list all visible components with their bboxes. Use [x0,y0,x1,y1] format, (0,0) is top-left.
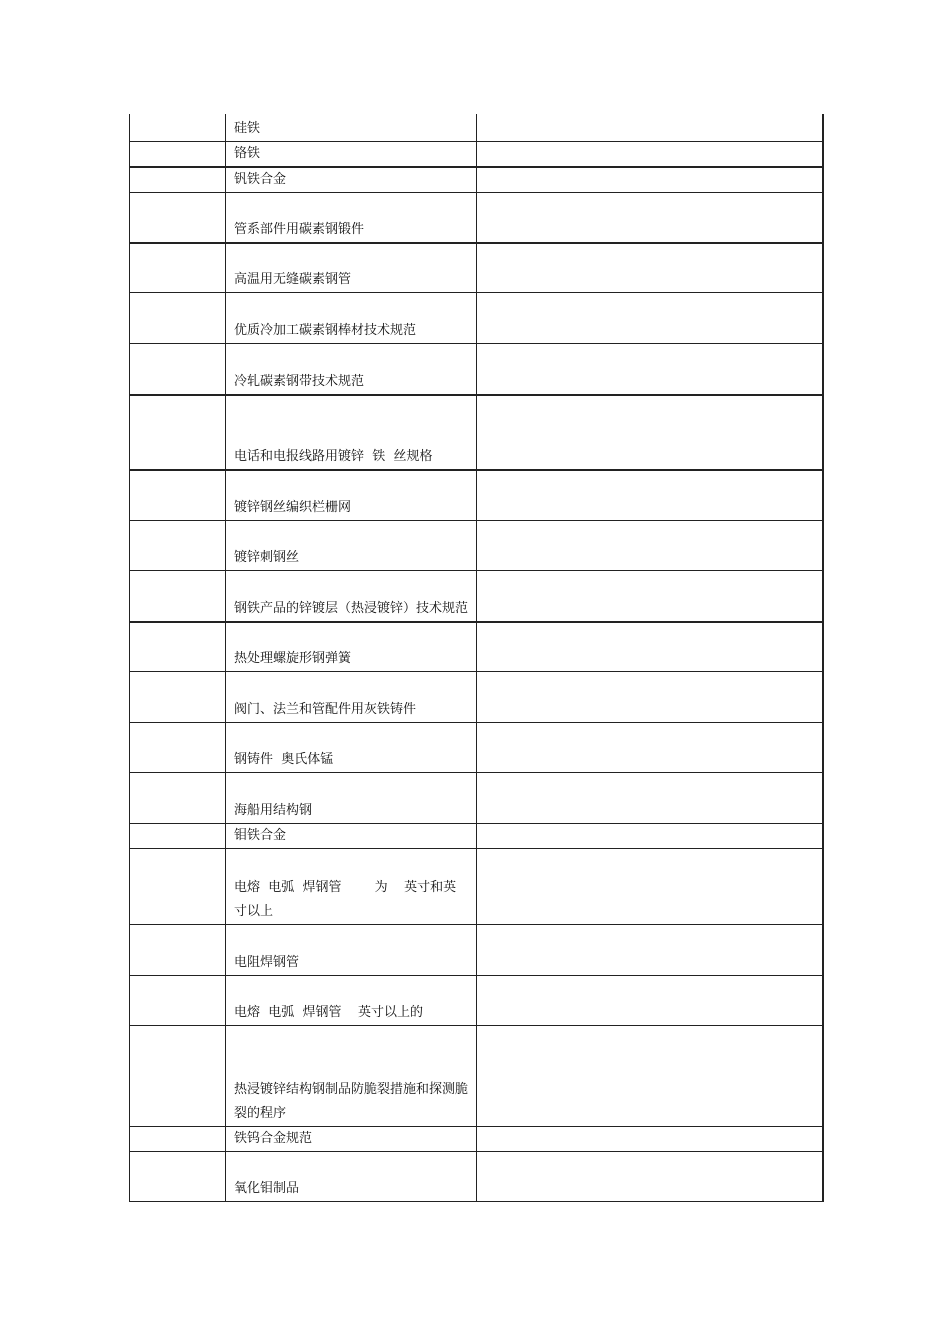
remarks-cell [477,244,822,292]
code-cell [130,293,226,343]
name-cell [226,849,477,924]
code-cell [130,396,226,469]
remarks-cell [477,723,822,772]
table-row [130,848,822,924]
standard-name: 镀锌钢丝编织栏栅网 [234,500,352,515]
table-row [130,1126,822,1151]
standard-name: 钢铁产品的锌镀层（热浸镀锌）技术规范 [234,601,469,616]
code-cell [130,1026,226,1126]
name-cell [226,672,477,722]
standard-name: 冷轧碳素钢带技术规范 [234,374,365,389]
remarks-cell [477,672,822,722]
code-cell [130,925,226,975]
code-cell [130,623,226,671]
standard-name: 硅铁 [234,121,261,136]
name-cell [226,471,477,520]
code-cell [130,1127,226,1151]
standard-name: 电阻焊钢管 [234,955,300,970]
remarks-cell [477,571,822,621]
table-row [130,166,822,192]
standard-name: 热浸镀锌结构钢制品防脆裂措施和探测脆裂的程序 [234,1082,469,1121]
table-row [130,242,822,292]
table-row [130,924,822,975]
name-cell [226,193,477,242]
name-cell [226,723,477,772]
table-row [130,520,822,570]
remarks-cell [477,471,822,520]
name-cell [226,1026,477,1126]
standard-name: 阀门、法兰和管配件用灰铁铸件 [234,702,417,717]
name-cell [226,773,477,823]
code-cell [130,723,226,772]
remarks-cell [477,925,822,975]
table-row [130,671,822,722]
remarks-cell [477,1026,822,1126]
remarks-cell [477,396,822,469]
remarks-cell [477,1127,822,1151]
standard-name: 电熔 电弧 焊钢管 为 英寸和英寸以上 [234,880,457,919]
standard-name: 钼铁合金 [234,828,287,843]
standards-table [129,114,824,1202]
standard-name: 钒铁合金 [234,172,287,187]
code-cell [130,773,226,823]
name-cell [226,1152,477,1201]
code-cell [130,976,226,1025]
table-row [130,1151,822,1201]
code-cell [130,244,226,292]
code-cell [130,114,226,141]
standard-name: 优质冷加工碳素钢棒材技术规范 [234,323,417,338]
name-cell [226,168,477,192]
code-cell [130,824,226,848]
table-row [130,823,822,848]
remarks-cell [477,849,822,924]
remarks-cell [477,344,822,394]
standard-name: 氧化钼制品 [234,1181,300,1196]
remarks-cell [477,623,822,671]
code-cell [130,672,226,722]
standard-name: 电熔 电弧 焊钢管 英寸以上的 [234,1005,424,1020]
code-cell [130,193,226,242]
table-row [130,570,822,621]
code-cell [130,521,226,570]
name-cell [226,114,477,141]
remarks-cell [477,521,822,570]
code-cell [130,1152,226,1201]
code-cell [130,471,226,520]
table-row [130,722,822,772]
name-cell [226,925,477,975]
standard-name: 热处理螺旋形钢弹簧 [234,651,352,666]
name-cell [226,623,477,671]
code-cell [130,344,226,394]
table-row [130,192,822,242]
remarks-cell [477,168,822,192]
remarks-cell [477,1152,822,1201]
table-row [130,772,822,823]
name-cell [226,293,477,343]
code-cell [130,571,226,621]
standard-name: 高温用无缝碳素钢管 [234,272,352,287]
table-row [130,141,822,166]
name-cell [226,142,477,166]
remarks-cell [477,824,822,848]
name-cell [226,396,477,469]
name-cell [226,571,477,621]
name-cell [226,244,477,292]
remarks-cell [477,773,822,823]
table-row [130,394,822,469]
name-cell [226,1127,477,1151]
table-row [130,975,822,1025]
table-row [130,114,822,141]
remarks-cell [477,142,822,166]
table-row [130,1025,822,1126]
table-row [130,343,822,394]
table-row [130,621,822,671]
name-cell [226,344,477,394]
name-cell [226,824,477,848]
standard-name: 管系部件用碳素钢锻件 [234,222,365,237]
standard-name: 镀锌刺钢丝 [234,550,300,565]
remarks-cell [477,193,822,242]
code-cell [130,168,226,192]
remarks-cell [477,976,822,1025]
table-row [130,469,822,520]
remarks-cell [477,293,822,343]
remarks-cell [477,114,822,141]
table-row [130,292,822,343]
standard-name: 电话和电报线路用镀锌 铁 丝规格 [234,449,433,464]
standard-name: 铬铁 [234,146,261,161]
standard-name: 钢铸件 奥氏体锰 [234,752,334,767]
name-cell [226,976,477,1025]
code-cell [130,849,226,924]
name-cell [226,521,477,570]
code-cell [130,142,226,166]
standard-name: 海船用结构钢 [234,803,313,818]
standard-name: 铁钨合金规范 [234,1131,313,1146]
